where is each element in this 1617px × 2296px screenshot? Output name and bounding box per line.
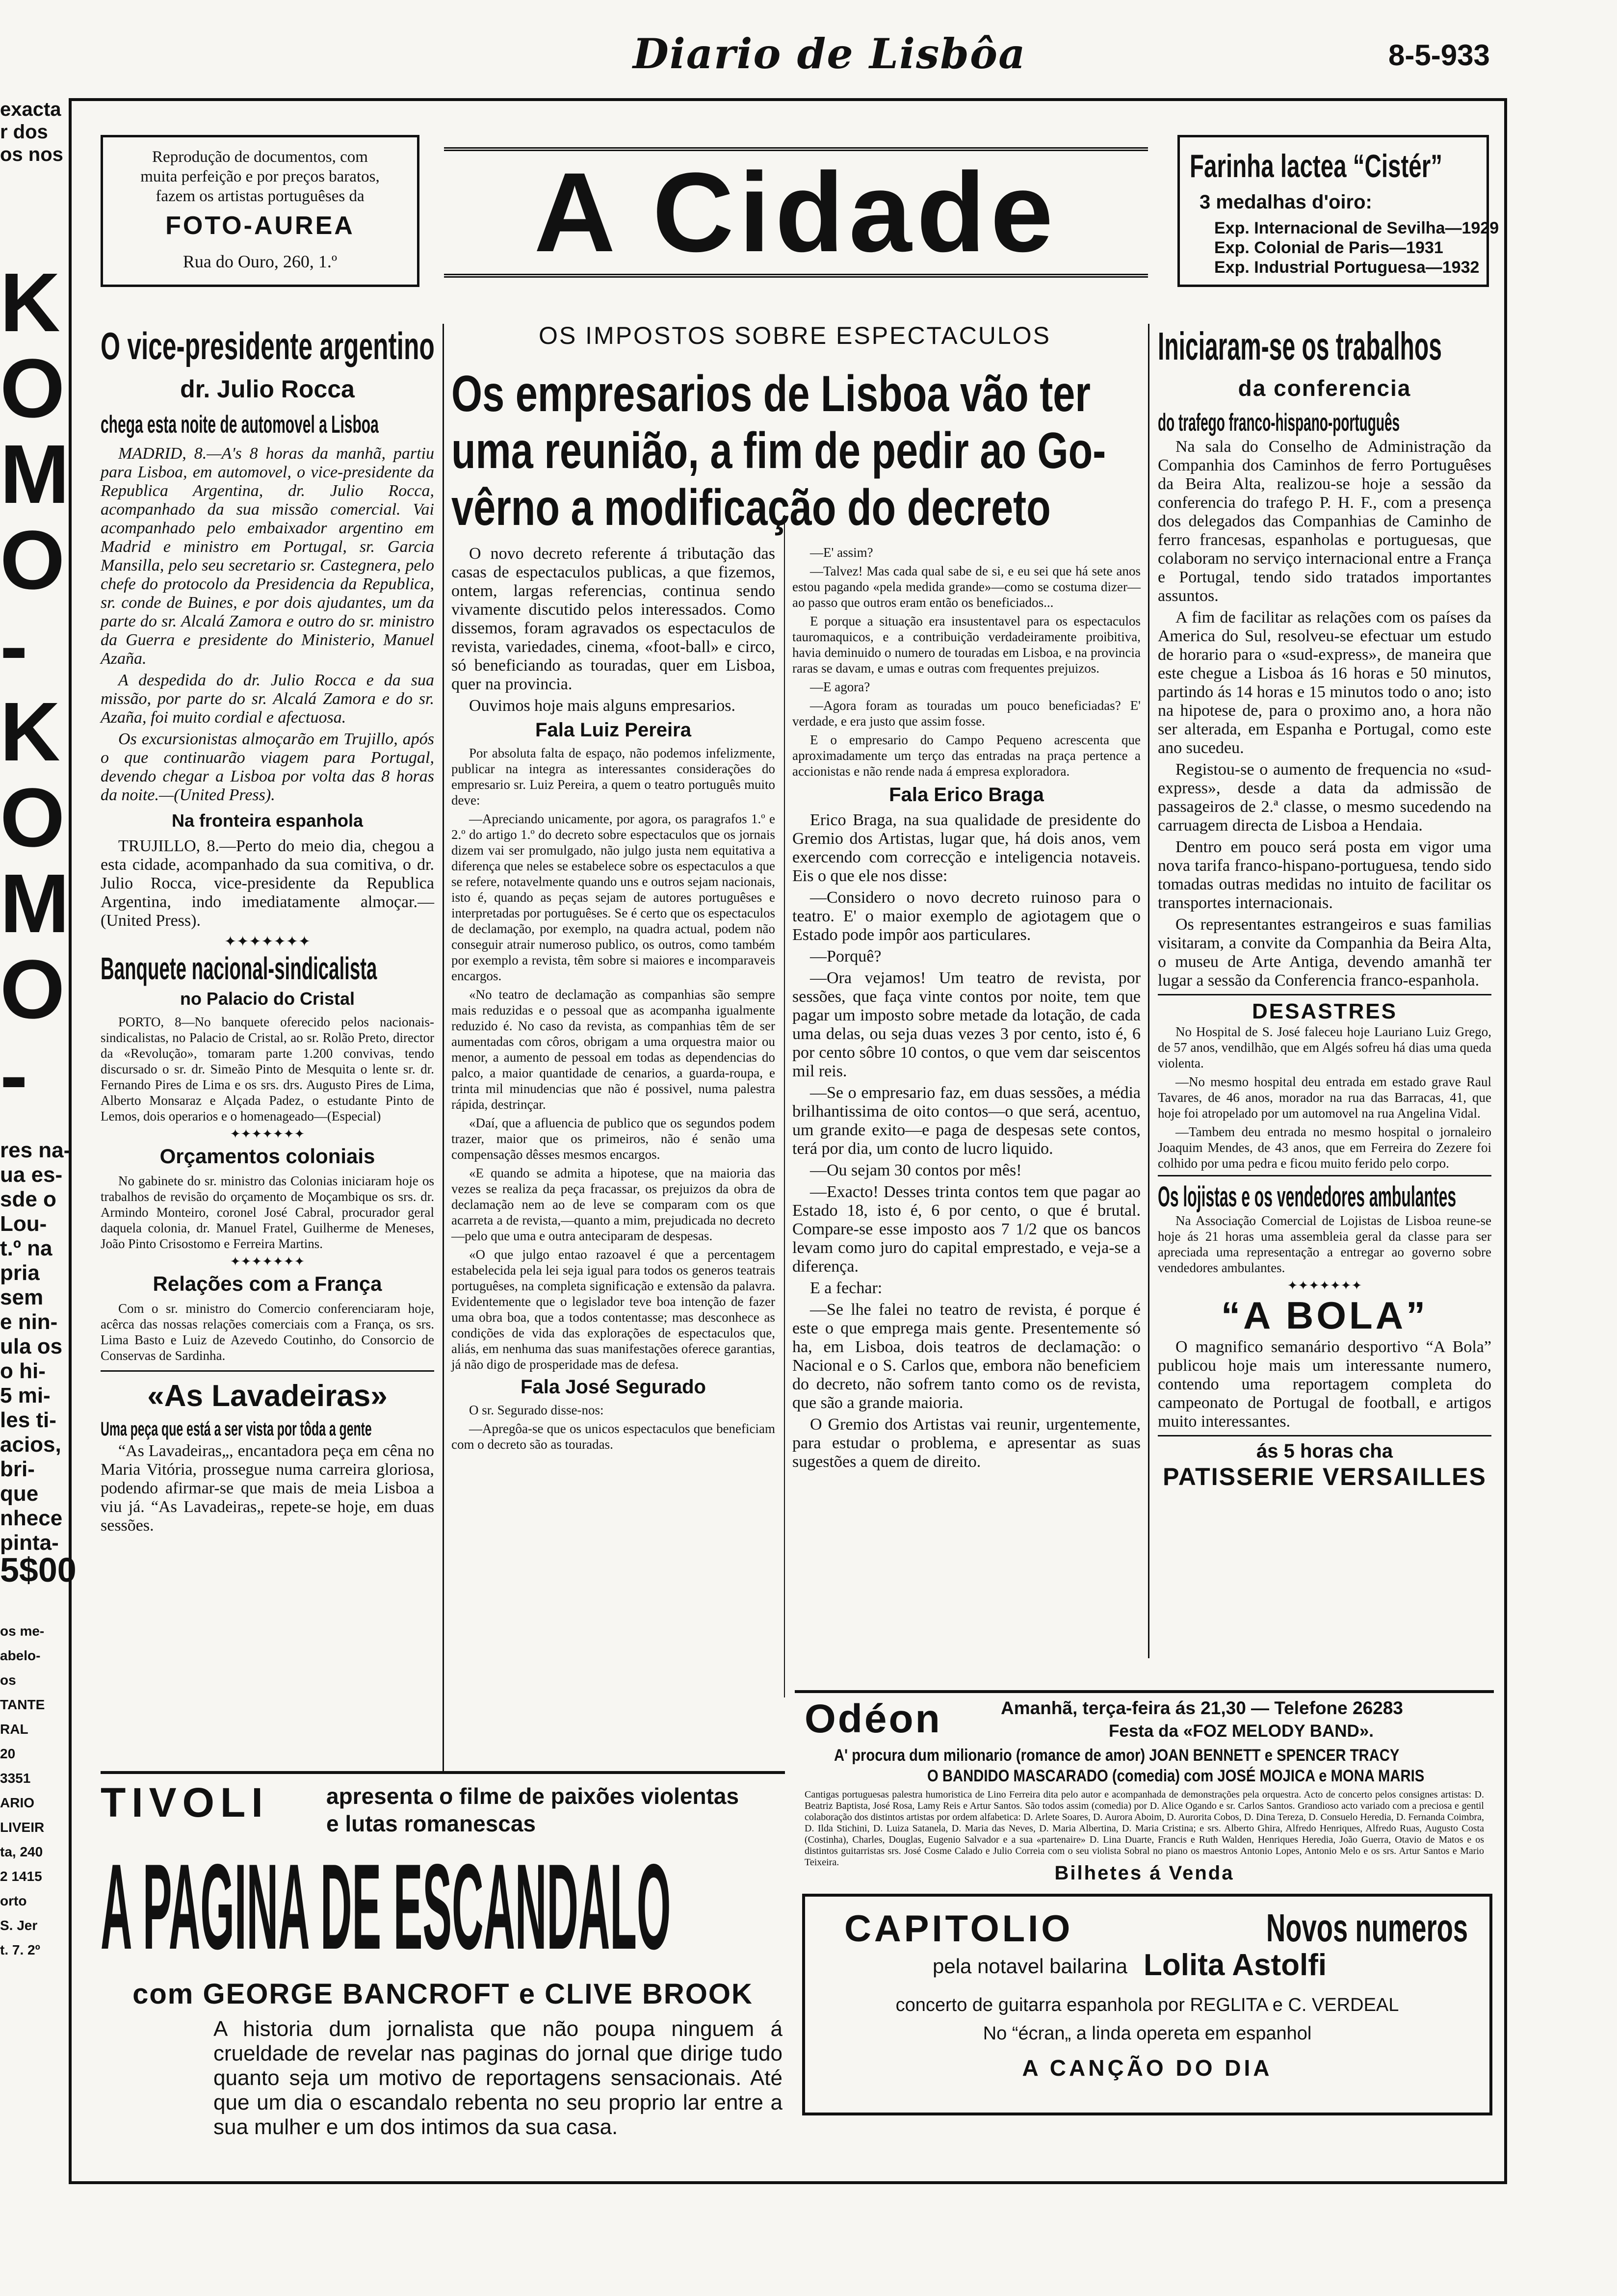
divider-line <box>1158 1175 1491 1176</box>
cister-medal-line: Exp. Internacional de Sevilha—1929 <box>1214 219 1499 237</box>
lavadeiras-body: “As Lavadeiras„, encantadora peça em cêna no Maria Vitória, prossegue numa carreira gloriosa, podendo afirmar-se que mais de meia Lisboa a viu já. “As Lavadeiras„ repete-se hoje, em duas sessões. <box>101 1442 434 1535</box>
orcamentos-title: Orçamentos coloniais <box>159 1145 375 1168</box>
banquete-title: Banquete nacional-sindicalista <box>101 951 377 986</box>
fold-big-letter: K <box>0 256 60 349</box>
c2-body-3: E porque a situação era insustentavel para os espectaculos tauromaquicos, e a contribuição verdadeiramente proibitiva, havia deminuido o numero de touradas em Lisboa, e na provincia raras se davam, e umas e outras com frequentes prejuizos. <box>792 614 1141 676</box>
conf-body-3: Registou-se o aumento de frequencia no «sud-express», desde a data da admissão de passageiros de 2.ª classe, o mesmo sucedendo na carruagem directa de Lisboa a Hendaia. <box>1158 760 1491 835</box>
s3-body-5: —Se o empresario faz, em duas sessões, a média brilhantissima de oito contos—o que será, acentuo, um grande exito—e paga de despesas sete contos, terá por dia, um conto de lucro liquido. <box>792 1084 1141 1158</box>
lavadeiras-title: «As Lavadeiras» <box>147 1379 388 1413</box>
cister-brand: Farinha lactea “Cistér” <box>1190 148 1443 184</box>
fold-fragment: 2 1415 <box>0 1869 42 1884</box>
right-column <box>1158 324 1491 1491</box>
fold-fragment: orto <box>0 1893 27 1908</box>
s3-body-7: —Exacto! Desses trinta contos tem que pagar ao Estado 18, isto é, 6 por cento, o que é brutal. Compare-se esse imposto aos 7 1/2 que os bancos levam como juro do capital emprestado, e veja-se a diferença. <box>792 1183 1141 1276</box>
foto-aurea-ad <box>101 135 419 287</box>
conf-body-2: A fim de facilitar as relações com os países da America do Sul, resolveu-se efectuar um estudo de horario para o «sud-express», de maneira que este chegue a Lisboa ás 16 horas e 50 minutos, partindo ás 14 horas e 15 minutos todo o ano; isto na hipotese de, para o proximo ano, a hora não ser alterada, em Espanha e Portugal, como este ano sucedeu. <box>1158 608 1491 757</box>
vp-body: MADRID, 8.—A's 8 horas da manhã, partiu para Lisboa, em automovel, o vice-presidente da Republica Argentina, dr. Julio Rocca, acompanhado da sua missão comercial. Vai acompanhado pelo embaixador argentino em Madrid e ministro em Portugal, sr. Garcia Mansilla, pelo seu secretario sr. Castegnera, pelo chefe do protocolo da Presidencia da Republica, sr. conde de Buines, e por dois ajudantes, um da parte do sr. Alcalá Zamora e outro do sr. ministro da Guerra e presidente do Ministerio, Manuel Azaña. <box>101 444 434 668</box>
fold-fragment: 5 mi- <box>0 1383 51 1408</box>
fold-fragment: 20 <box>0 1746 16 1761</box>
tivoli-name: TIVOLI <box>101 1779 269 1826</box>
s2-body-2: —Apregôa-se que os unicos espectaculos que beneficiam com o decreto são as touradas. <box>451 1421 775 1452</box>
fold-fragment: TANTE <box>0 1697 45 1712</box>
fold-fragment: pinta- <box>0 1531 59 1555</box>
s3-body-8: E a fechar: <box>810 1279 883 1297</box>
fold-fragment: res na- <box>0 1138 71 1162</box>
center-headline <box>451 365 1138 536</box>
fold-fragment: exacta <box>0 99 61 120</box>
tivoli-cast: com GEORGE BANCROFT e CLIVE BROOK <box>132 1978 753 2010</box>
capitolio-headline: Novos numeros <box>1266 1906 1468 1950</box>
bola-title: “A BOLA” <box>1221 1294 1429 1337</box>
fold-fragment: os <box>0 1672 16 1688</box>
headline-line: uma reunião, a fim de pedir ao Go- <box>451 422 1106 479</box>
patisserie-top: ás 5 horas cha <box>1256 1440 1393 1462</box>
vp-name: dr. Julio Rocca <box>180 375 355 403</box>
divider: ✦✦✦✦✦✦✦ <box>230 1254 305 1269</box>
s1-body-5: «E quando se admita a hipotese, que na maioria das vezes se realiza da peça fracassar, os prejuizos da obra de declamação nem ao de leve se comparam com os que acarreta a de revista,—quanto a mim, prejudicada no decreto—pelo que uma e outra anteciparam de despesas. <box>451 1166 775 1243</box>
odeon-name: Odéon <box>805 1696 942 1741</box>
vp-title: O vice-presidente argentino <box>101 324 435 367</box>
tivoli-body: A historia dum jornalista que não poupa ninguem á crueldade de revelar nas paginas do jornal que dirige tudo quanto seja um motivo de reportagens sensacionais. Até que um dia o escandalo rebenta no seu proprio lar entre a sua mulher e um dos intimos da sua casa. <box>213 2017 782 2139</box>
fold-fragment: ta, 240 <box>0 1844 43 1859</box>
fold-fragment: 3351 <box>0 1771 31 1786</box>
conf-body-4: Dentro em pouco será posta em vigor uma nova tarifa franco-hispano-portuguesa, tendo sido tomadas outras medidas no intuito de facilitar os transportes internacionais. <box>1158 838 1491 912</box>
odeon-line-1: Amanhã, terça-feira ás 21,30 — Telefone 26283 <box>1001 1698 1403 1718</box>
fold-fragment: acios, <box>0 1433 61 1457</box>
masthead-paper-name: Diario de Lisbôa <box>633 29 1026 78</box>
center-column-b <box>792 545 1141 1474</box>
headline-line: vêrno a modificação do decreto <box>451 479 1051 536</box>
fold-big-letter: O <box>0 771 65 864</box>
fold-fragment: sem <box>0 1285 44 1309</box>
tivoli-ad <box>101 1771 785 2139</box>
desastres-body-3: —Tambem deu entrada no mesmo hospital o jornaleiro Joaquim Mendes, de 43 anos, que em Ferreira do Zezere foi colhido por uma pedra e ficou muito ferido pelo corpo. <box>1158 1124 1491 1171</box>
bola-body: O magnifico semanário desportivo “A Bola” publicou hoje mais um interessante numero, contendo uma reportagem completa do campeonato de Portugal de football, e artigos muito interessantes. <box>1158 1338 1491 1431</box>
left-column <box>101 324 434 1538</box>
vp-body-4: TRUJILLO, 8.—Perto do meio dia, chegou a esta cidade, acompanhado da sua comitiva, o dr. Julio Rocca, vice-presidente da Republica Argentina, indo imediatamente almoçar.—(United Press). <box>101 837 434 930</box>
s1-body-3: «No teatro de declamação as companhias são sempre mais reduzidas e o pessoal que as acompanha igualmente reduzido é. No caso da revista, as companhias têm de ser aumentadas com côros, obrigam a uma orquestra maior ou menor, a aumento de pessoal em todas as dependencias do palco, a maior quantidade de cenarios, a guarda-roupa, e trinta mil minudencias que não é possivel, numa palestra rápida, destrinçar. <box>451 987 775 1112</box>
tivoli-line-1: apresenta o filme de paixões violentas <box>326 1783 739 1809</box>
s1-body-4: «Daí, que a afluencia de publico que os segundos podem trazer, maior que os primeiros, não é senão uma compensação dêsses mesmos encargos. <box>451 1116 775 1162</box>
banquete-body: PORTO, 8—No banquete oferecido pelos nacionais-sindicalistas, no Palacio de Cristal, ao sr. Rolão Preto, director da «Revolução», tomaram parte 1.200 convivas, tendo discursado o sr. dr. Simeão Pinto de Mesquita o lente sr. dr. Fernando Pires de Lima e os srs. drs. Augusto Pires de Lima, Alberto Monsaraz e Alçada Padez, o estudante Pinto de Lemos, dois operarios e o homenageado—(Especial) <box>101 1015 434 1123</box>
s1-body-6: «O que julgo entao razoavel é que a percentagem estabelecida pela lei seja igual para todos os generos teatrais portuguêses, na completa significação e extensão da palavra. Evidentemente que o legislador teve boa intenção de fazer uma obra boa, que a todos contentasse; mas desconhece as condições de vida das explorações de espectaculos que, aliás, em nenhuma das suas manifestações oferece garantias, já não digo de prosperidade mas de defesa. <box>451 1247 775 1372</box>
fold-fragment: bri- <box>0 1457 35 1481</box>
s3-body-2: —Considero o novo decreto ruinoso para o teatro. E' o maior exemplo de agiotagem que o Estado pode impôr aos particulares. <box>792 888 1141 944</box>
conf-sub-1: da conferencia <box>1238 375 1411 401</box>
conf-title: Iniciaram-se os trabalhos <box>1158 324 1442 368</box>
s2-body: O sr. Segurado disse-nos: <box>469 1403 604 1417</box>
conf-body-5: Os representantes estrangeiros e suas familias visitaram, a convite da Companhia da Beira Alta, o museu de Arte Antiga, devendo amanhã ter lugar a sessão da Conferencia franco-espanhola. <box>1158 915 1491 990</box>
s3-body-9: —Se lhe falei no teatro de revista, é porque é este o que emprega mais gente. Presentemente só ha, em Lisboa, dois teatros de declamação: o Nacional e o S. Carlos que, embora não beneficiem do decreto, não sofrem tanto como os de revista, que são a grande maioria. <box>792 1301 1141 1412</box>
foto-aurea-address: Rua do Ouro, 260, 1.º <box>183 252 338 271</box>
c2-body-6: E o empresario do Campo Pequeno acrescenta que aproximadamente um terço das entradas na praça pertence a accionistas e não rende nada á empresa exploradora. <box>792 732 1141 779</box>
conf-body: Na sala do Conselho de Administração da Companhia dos Caminhos de ferro Portuguêses da Beira Alta, realizou-se hoje a sessão da conferencia do trafego P. H. F., com a presença dos delegados das Companhias de Caminho de ferro francesas, espanholas e portuguesas, que colaboram no serviço internacional entre a França e Portugal, tendo sido tratados importantes assuntos. <box>1158 438 1491 605</box>
capitolio-film: A CANÇÃO DO DIA <box>1022 2055 1273 2081</box>
odeon-line-2: Festa da «FOZ MELODY BAND». <box>1109 1722 1374 1741</box>
odeon-body: Cantigas portuguesas palestra humoristica de Lino Ferreira dita pelo autor e acompanhada de demonstrações pela orquestra. Acto de concerto pelos consignes artistas: D. Beatriz Baptista, José Rosa, Lamy Reis e Artur Santos. São todos assim (comedia) por D. Alice Ogando e sr. Carlos Santos. Grandioso acto variado com a preciosa e gentil colaboração dos distintos artistas por ordem alfabetica: D. Arlete Soares, D. Aurora Aboim, D. Aurorita Cobos, D. Dina Tereza, D. Consuelo Heredia, D. Fernanda Coimbra, D. Ilda Stichini, D. Luiza Satanela, D. Maria das Neves, D. Maria Albertina, D. Maria Cristina; e srs. Alberto Ghira, Alfredo Henriques, Alfredo Ruas, Augusto Costa (Costinha), Charles, Douglas, Eugenio Salvador e a sua «partenaire» D. Lina Duarte, Francis e Ruth Walden, Henriques Heredia, João Guerra, Otavio de Matos e os distintos guitarristas srs. José Cosme Calado e Julio Correia com o seu violista Sobral no piano os maestros Antonio Lopes, Antonio Melo e os srs. Artur Santos e Mario Teixeira. <box>805 1789 1484 1868</box>
fold-fragment: LIVEIR <box>0 1820 45 1835</box>
desastres-body-2: —No mesmo hospital deu entrada em estado grave Raul Tavares, de 46 anos, morador na rua das Barracas, 41, que hoje foi atropelado por um automovel na rua Angelina Vidal. <box>1158 1074 1491 1121</box>
fold-big-letter: O <box>0 943 65 1036</box>
relacoes-body: Com o sr. ministro do Comercio conferenciaram hoje, acêrca das nossas relações comerciais com a França, os srs. Lima Basto e Luiz de Azevedo Coutinho, do Consorcio de Conservas de Sardinha. <box>101 1301 434 1363</box>
odeon-ad <box>795 1690 1494 1887</box>
price-label: 5$00 <box>0 1551 77 1589</box>
fold-big-letter: O <box>0 342 65 435</box>
cister-medal-line: Exp. Colonial de Paris—1931 <box>1214 238 1443 257</box>
fold-big-letter: M <box>0 428 70 521</box>
banquete-sub: no Palacio do Cristal <box>180 989 355 1009</box>
divider-line <box>1158 994 1491 995</box>
newspaper-title: A Cidade <box>534 149 1058 275</box>
fold-fragment: S. Jer <box>0 1918 38 1933</box>
fold-fragment: les ti- <box>0 1408 56 1432</box>
cister-ad <box>1177 135 1499 287</box>
fold-fragment: ARIO <box>0 1795 34 1810</box>
lavadeiras-sub: Uma peça que está a ser vista por tôda a gente <box>101 1418 372 1440</box>
lojistas-title: Os lojistas e os vendedores ambulantes <box>1158 1181 1457 1213</box>
c2-body-5: —Agora foram as touradas um pouco beneficiadas? E' verdade, e era justo que assim fosse. <box>792 698 1141 729</box>
odeon-line-4: O BANDIDO MASCARADO (comedia) com JOSÉ MOJICA e MONA MARIS <box>927 1767 1425 1785</box>
fold-fragment: e nin- <box>0 1310 58 1334</box>
s2-title: Fala José Segurado <box>521 1376 706 1398</box>
foto-aurea-line: muita perfeição e por preços baratos, <box>140 168 380 185</box>
center-intro-2: Ouvimos hoje mais alguns empresarios. <box>469 697 735 715</box>
c2-body-2: —Talvez! Mas cada qual sabe de si, e eu sei que há sete anos estou pagando «pela medida grande»—como se costuma dizer—ao passo que outros eram então os beneficiados... <box>792 564 1141 610</box>
fold-fragment: nhece <box>0 1506 63 1530</box>
conf-sub-2: do trafego franco-hispano-português <box>1158 409 1400 436</box>
s3-body-3: —Porquê? <box>810 947 882 965</box>
divider-line <box>1158 1435 1491 1436</box>
foto-aurea-line: Reprodução de documentos, com <box>152 148 368 166</box>
cister-medal-line: Exp. Industrial Portuguesa—1932 <box>1214 258 1480 277</box>
fold-big-letter: M <box>0 857 70 950</box>
column-rule-1 <box>443 324 444 1771</box>
fold-big-letter: - <box>0 600 28 693</box>
tivoli-film-title: A PAGINA DE ESCANDALO <box>101 1838 671 1975</box>
s3-body-10: O Gremio dos Artistas vai reunir, urgentemente, para estudar o problema, e apresentar as suas sugestões a quem de direito. <box>792 1415 1141 1471</box>
odeon-tickets: Bilhetes á Venda <box>1054 1862 1234 1884</box>
fold-fragment: ula os <box>0 1334 63 1358</box>
s3-body-6: —Ou sejam 30 contos por mês! <box>810 1161 1022 1179</box>
fold-fragment: o hi- <box>0 1359 46 1383</box>
s3-body: Erico Braga, na sua qualidade de presidente do Gremio dos Artistas, lugar que, há dois anos, vem exercendo com correcção e inteligencia notaveis. Eis o que ele nos disse: <box>792 811 1141 885</box>
divider: ✦✦✦✦✦✦✦ <box>1287 1278 1362 1293</box>
desastres-body: No Hospital de S. José faleceu hoje Lauriano Luiz Grego, de 57 anos, vendilhão, que em Algés sofreu há dias uma queda violenta. <box>1158 1024 1491 1070</box>
divider-line <box>101 1370 434 1372</box>
fold-fragment: pria <box>0 1261 40 1285</box>
fold-fragment: ua es- <box>0 1163 63 1187</box>
center-column-a <box>451 545 775 1455</box>
capitolio-star: Lolita Astolfi <box>1144 1948 1327 1982</box>
fold-fragment: abelo- <box>0 1648 41 1663</box>
headline-line: Os empresarios de Lisboa vão ter <box>451 365 1091 422</box>
s1-body-2: —Apreciando unicamente, por agora, os paragrafos 1.º e 2.º do artigo 1.º do decreto sobre espectaculos que os jornais dizem vai ser promulgado, não julgo justa nem equitativa a diferença que neles se estabelece sobre os espectaculos a que se refere, notavelmente quando uns e outros sejam nacionais, isto é, quando as peças sejam de autores portuguêses e interpretadas por portuguêses. Se é certo que os espectaculos de declamação, por exemplo, na quadra actual, podem não conseguir atrair numeroso publico, os outros, como também por exemplo a revista, têm sobre si maiores e incomparaveis encargos. <box>451 811 775 983</box>
fold-fragment: os nos <box>0 144 63 165</box>
desastres-title: DESASTRES <box>1252 999 1397 1023</box>
vp-body-3: Os excursionistas almoçarão em Trujillo, após o que continuarão viagem para Portugal, devendo chegar a Lisboa por volta das 8 horas da noite.—(United Press). <box>101 730 434 804</box>
fold-big-letter: K <box>0 685 60 779</box>
capitolio-name: CAPITOLIO <box>844 1908 1073 1950</box>
fold-fragment: t. 7. 2º <box>0 1942 40 1957</box>
title-banner <box>444 147 1148 278</box>
odeon-line-3: A' procura dum milionario (romance de amor) JOAN BENNETT e SPENCER TRACY <box>834 1746 1400 1765</box>
foto-aurea-brand: FOTO-AUREA <box>165 211 355 240</box>
fold-fragment: r dos <box>0 121 48 143</box>
s3-body-4: —Ora vejamos! Um teatro de revista, por sessões, que faça vinte contos por noite, tem que pagar um imposto sobre metade da lotação, de cada uma delas, ou seja duas vezes 3 por cento, isto é, 6 por cento sôbre 10 contos, o que vem dar seiscentos mil reis. <box>792 969 1141 1080</box>
s1-body: Por absoluta falta de espaço, não podemos infelizmente, publicar na integra as interessantes considerações do empresario sr. Luiz Pereira, a quem o teatro português muito deve: <box>451 746 775 808</box>
orcamentos-body: No gabinete do sr. ministro das Colonias iniciaram hoje os trabalhos de revisão do orçamento de Moçambique os srs. dr. Armindo Monteiro, coronel José Cabral, procurador geral daquela colonia, dr. Manuel Fratel, Guilherme de Meneses, João Pinto Crisostomo e Ferreira Martins. <box>101 1174 434 1251</box>
masthead-date: 8-5-933 <box>1388 39 1490 72</box>
fold-fragment: t.º na <box>0 1236 52 1260</box>
c2-body-4: —E agora? <box>810 679 870 694</box>
vp-body-2: A despedida do dr. Julio Rocca e da sua missão, por parte do sr. Alcalá Zamora e do sr. Azaña, foi muito cordial e afectuosa. <box>101 671 434 727</box>
s1-title: Fala Luiz Pereira <box>535 719 691 741</box>
fold-big-letter: - <box>0 1029 28 1122</box>
cister-subtitle: 3 medalhas d'oiro: <box>1200 191 1372 213</box>
capitolio-ad <box>802 1894 1492 2115</box>
fold-fragment: os me- <box>0 1623 45 1639</box>
capitolio-line-1: pela notavel bailarina <box>933 1955 1127 1978</box>
s3-title: Fala Erico Braga <box>889 784 1044 806</box>
patisserie-name: PATISSERIE VERSAILLES <box>1163 1463 1487 1490</box>
lojistas-body: Na Associação Comercial de Lojistas de Lisboa reune-se hoje ás 21 horas uma assembleia geral da classe para ser apreciada uma representação a entregar ao governo sobre vendedores ambulantes. <box>1158 1213 1491 1275</box>
capitolio-line-3: No “écran„ a linda opereta em espanhol <box>983 2023 1312 2044</box>
vp-sub: chega esta noite de automovel a Lisboa <box>101 411 379 438</box>
fold-big-letter: O <box>0 514 65 607</box>
column-rule-3 <box>1148 324 1149 1658</box>
capitolio-line-2: concerto de guitarra espanhola por REGLITA e C. VERDEAL <box>895 1995 1399 2015</box>
fold-fragment: que <box>0 1482 39 1506</box>
fold-fragment: sde o <box>0 1187 56 1211</box>
divider: ✦✦✦✦✦✦✦ <box>224 934 311 950</box>
fold-fragment: RAL <box>0 1722 28 1737</box>
fold-strip <box>0 98 77 2061</box>
center-intro: O novo decreto referente á tributação das casas de espectaculos publicas, a que fizemos, ontem, largas referencias, continua sendo vivamente discutido pelos interessados. Como dissemos, foram agravados os espectaculos de revista, variedades, cinema, «foot-ball» e circo, só beneficiando as touradas, quer em Lisboa, quer na provincia. <box>451 545 775 693</box>
vp-sub-2: Na fronteira espanhola <box>171 810 364 831</box>
column-rule-2 <box>784 515 785 1697</box>
foto-aurea-line: fazem os artistas portuguêses da <box>156 187 365 205</box>
relacoes-title: Relações com a França <box>153 1272 382 1295</box>
fold-fragment: Lou- <box>0 1212 47 1236</box>
divider: ✦✦✦✦✦✦✦ <box>230 1127 305 1141</box>
tivoli-line-2: e lutas romanescas <box>326 1811 536 1836</box>
center-kicker: OS IMPOSTOS SOBRE ESPECTACULOS <box>539 322 1051 349</box>
c2-body-1: —E' assim? <box>810 545 873 560</box>
